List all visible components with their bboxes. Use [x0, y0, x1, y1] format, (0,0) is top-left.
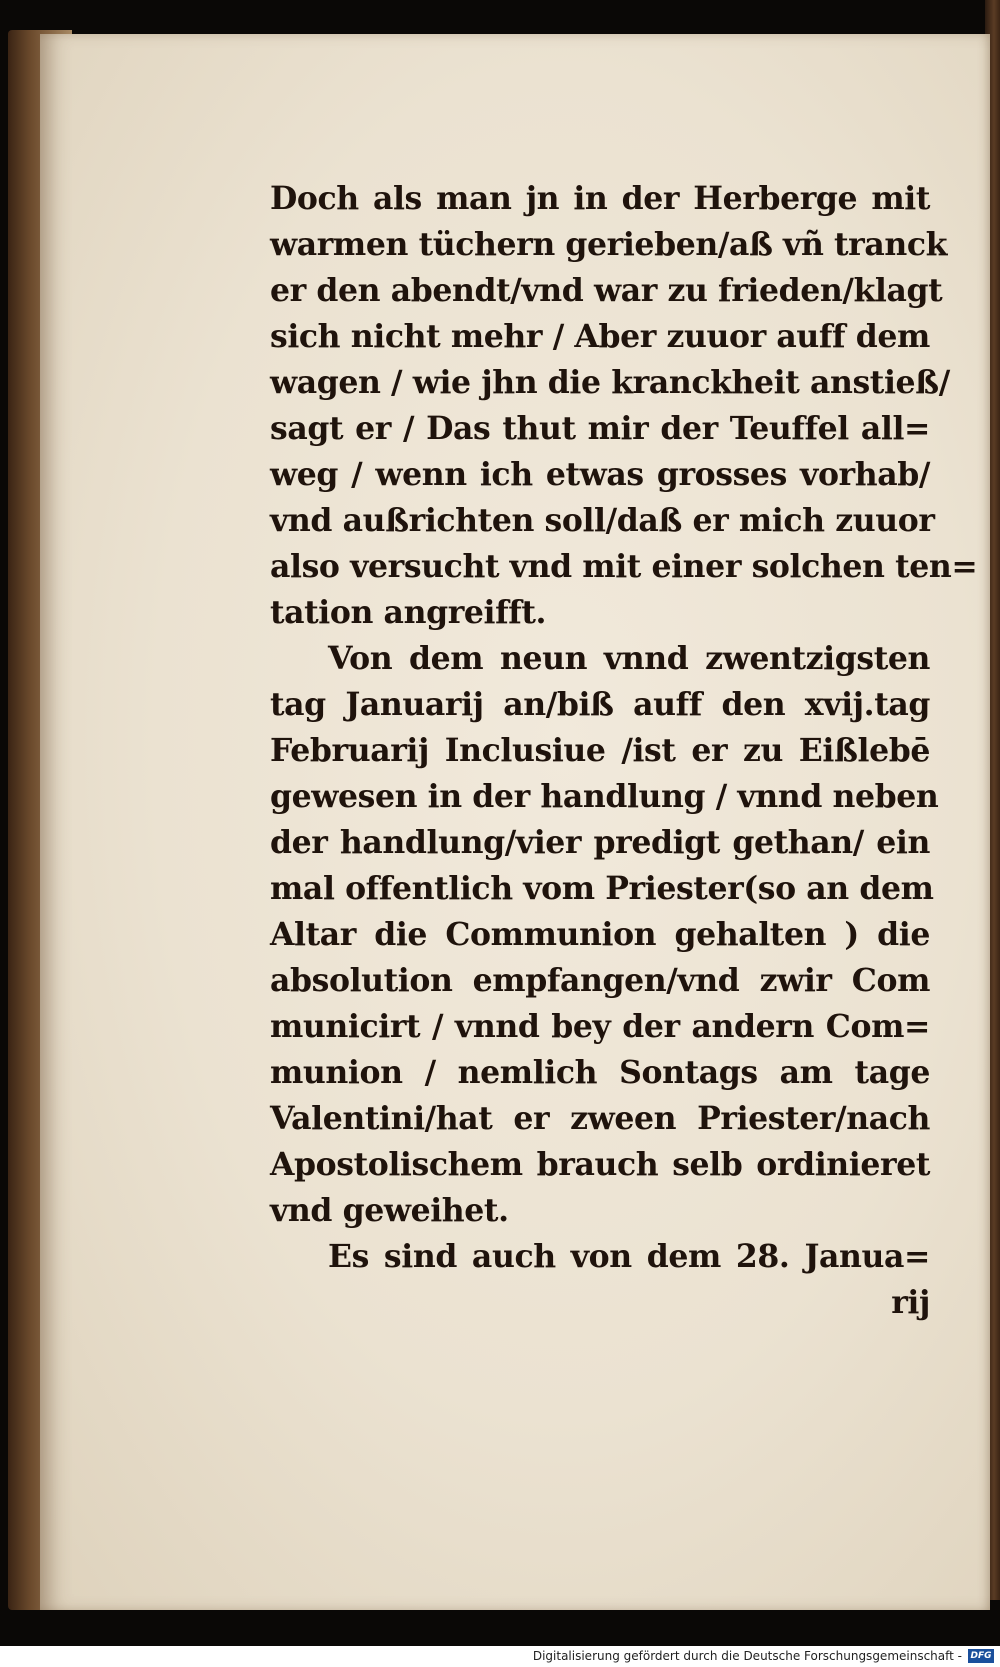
text-line: sagt er / Das thut mir der Teuffel all= [270, 410, 930, 447]
text-line: Apostolischem brauch selb ordinieret [270, 1146, 930, 1183]
text-line: er den abendt/vnd war zu frieden/klagt [270, 272, 943, 309]
footer-credit: Digitalisierung gefördert durch die Deutsche Forschungsgemeinschaft - [532, 1649, 962, 1663]
text-line: tation angreifft. [270, 594, 547, 631]
text-line: absolution empfangen/vnd zwir Com [270, 962, 930, 999]
text-line: sich nicht mehr / Aber zuuor auff dem [270, 318, 930, 355]
text-line: Doch als man jn in der Herberge mit [270, 180, 930, 217]
dfg-logo-icon: DFG [968, 1649, 994, 1663]
page-text-block [270, 176, 978, 1326]
text-line: municirt / vnnd bey der andern Com= [270, 1008, 930, 1045]
text-line: tag Januarij an/biß auff den xvij.tag [270, 686, 930, 723]
text-line: Valentini/hat er zween Priester/nach [270, 1100, 930, 1137]
text-line: Altar die Communion gehalten ) die [270, 916, 930, 953]
text-line: also versucht vnd mit einer solchen ten= [270, 548, 978, 585]
text-line: vnd geweihet. [270, 1192, 509, 1229]
text-line: wagen / wie jhn die kranckheit anstieß/ [270, 364, 950, 401]
text-line: Februarij Inclusiue /ist er zu Eißlebē [270, 732, 930, 769]
text-line: gewesen in der handlung / vnnd neben [270, 778, 939, 815]
text-line: munion / nemlich Sontags am tage [270, 1054, 930, 1091]
text-line: mal offentlich vom Priester(so an dem [270, 870, 934, 907]
catchword: rij [891, 1284, 930, 1321]
text-line: weg / wenn ich etwas grosses vorhab/ [270, 456, 930, 493]
text-line: der handlung/vier predigt gethan/ ein [270, 824, 930, 861]
text-line: Von dem neun vnnd zwentzigsten [328, 640, 930, 677]
digitization-footer [0, 1646, 1000, 1667]
text-line: warmen tüchern gerieben/aß vñ tranck [270, 226, 948, 263]
text-line: vnd außrichten soll/daß er mich zuuor [270, 502, 935, 539]
text-line: Es sind auch von dem 28. Janua= [328, 1238, 930, 1275]
